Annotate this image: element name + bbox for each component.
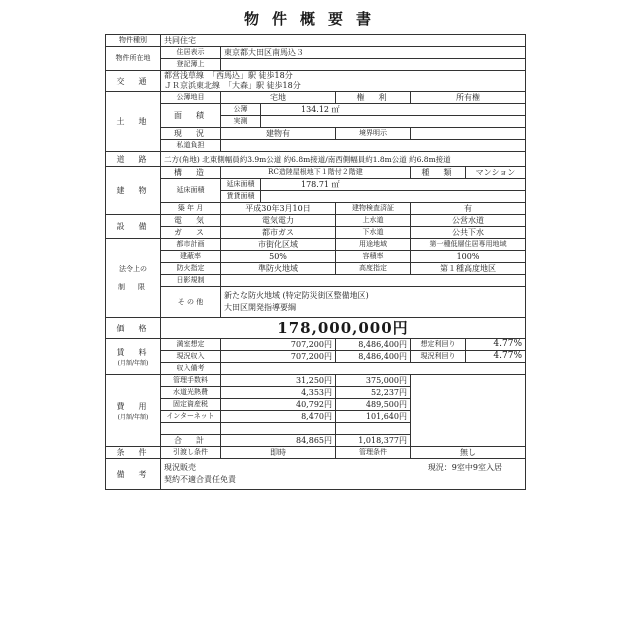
private-road-value <box>221 140 526 152</box>
remarks-label: 備 考 <box>106 459 161 490</box>
land-status-value: 建物有 <box>221 128 336 140</box>
remarks-line-1 <box>164 462 522 474</box>
expected-yield-value: 4.77% <box>466 339 526 351</box>
remarks-line-2: 契約不適合責任免責 <box>164 475 236 484</box>
location-label: 物件所在地 <box>106 47 161 71</box>
shade-regulation-value <box>221 275 526 287</box>
electric-value: 電気電力 <box>221 215 336 227</box>
water-label: 上水道 <box>336 215 411 227</box>
coverage-label: 建蔽率 <box>161 251 221 263</box>
zoning-value: 第一種低層住居専用地域 <box>411 239 526 251</box>
rental-area-label: 賃貸面積 <box>221 191 261 203</box>
floor-area-sub-label: 延床面積 <box>221 179 261 191</box>
income-label <box>106 339 161 375</box>
transport-line-1: 都営浅草線 「西馬込」駅 徒歩18分 <box>164 71 293 80</box>
income-label-text: 賃 料 <box>116 347 150 357</box>
fire-zone-label: 防火指定 <box>161 263 221 275</box>
inspection-label: 建物検査済証 <box>336 203 411 215</box>
legal-other-line-2: 大田区開発指導要綱 <box>224 303 296 312</box>
private-road-label: 私道負担 <box>161 140 221 152</box>
expenses-label-text: 費 用 <box>116 401 150 411</box>
full-occupancy-month: 707,200円 <box>221 339 336 351</box>
remarks-line-1-right: 現況：9室中9室入居 <box>427 463 502 472</box>
expense-row-month: 4,353円 <box>221 387 336 399</box>
expense-row-label: インターネット <box>161 411 221 423</box>
land-right-label: 権 利 <box>336 92 411 104</box>
expense-row-label: 固定資産税 <box>161 399 221 411</box>
expense-row-month: 31,250円 <box>221 375 336 387</box>
management-label: 管理条件 <box>336 447 411 459</box>
expense-total-label: 合 計 <box>161 435 221 447</box>
full-occupancy-label: 満室想定 <box>161 339 221 351</box>
current-yield-value: 4.77% <box>466 351 526 363</box>
expected-yield-label: 想定利回り <box>411 339 466 351</box>
legal-other-line-1: 新たな防火地域 (特定防災街区整備地区) <box>224 291 369 300</box>
legal-label-line-2: 制 限 <box>118 283 148 291</box>
property-type-value: 共同住宅 <box>161 35 526 47</box>
city-plan-value: 市街化区域 <box>221 239 336 251</box>
gas-value: 都市ガス <box>221 227 336 239</box>
floor-area-label: 延床面積 <box>161 179 221 203</box>
delivery-value: 即時 <box>221 447 336 459</box>
property-type-label: 物件種別 <box>106 35 161 47</box>
boundary-value <box>411 128 526 140</box>
zoning-label: 用途地域 <box>336 239 411 251</box>
conditions-label: 条 件 <box>106 447 161 459</box>
fire-zone-value: 準防火地域 <box>221 263 336 275</box>
expenses-unit: (月額/年額) <box>117 413 149 421</box>
building-kind-label: 種 類 <box>411 167 466 179</box>
road-value: 二方(角地) 北東側幅員約3.9m公道 約6.8m接道/南西側幅員約1.8m公道 約6.8m接道 <box>161 152 526 167</box>
current-yield-label: 現況利回り <box>411 351 466 363</box>
land-category-label: 公簿地目 <box>161 92 221 104</box>
expense-total-year: 1,018,377円 <box>336 435 411 447</box>
expense-empty-cell <box>336 423 411 435</box>
expense-row-year: 101,640円 <box>336 411 411 423</box>
land-area-label: 面 積 <box>161 104 221 128</box>
far-value: 100% <box>411 251 526 263</box>
current-income-label: 現況収入 <box>161 351 221 363</box>
expense-row-year: 52,237円 <box>336 387 411 399</box>
price-label: 価 格 <box>106 318 161 339</box>
page-title: 物件概要書 <box>243 10 384 28</box>
address-label: 住居表示 <box>161 47 221 59</box>
land-category-value: 宅地 <box>221 92 336 104</box>
coverage-value: 50% <box>221 251 336 263</box>
registry-value <box>221 59 526 71</box>
property-summary-table <box>105 34 526 490</box>
expense-row-month: 40,792円 <box>221 399 336 411</box>
current-income-year: 8,486,400円 <box>336 351 411 363</box>
expense-row-year: 375,000円 <box>336 375 411 387</box>
far-label: 容積率 <box>336 251 411 263</box>
transport-lines <box>161 71 526 92</box>
delivery-label: 引渡し条件 <box>161 447 221 459</box>
address-value: 東京都大田区南馬込３ <box>221 47 526 59</box>
expenses-blank-area <box>411 375 526 447</box>
road-label: 道 路 <box>106 152 161 167</box>
current-income-month: 707,200円 <box>221 351 336 363</box>
structure-value: RC造陸屋根地下１階付２階建 <box>221 167 411 179</box>
built-date-label: 築 年 月 <box>161 203 221 215</box>
electric-label: 電 気 <box>161 215 221 227</box>
legal-other-value <box>221 287 526 318</box>
facilities-label: 設 備 <box>106 215 161 239</box>
expense-empty-cell <box>161 423 221 435</box>
transport-line-2: ＪＲ京浜東北線 「大森」駅 徒歩18分 <box>164 81 301 90</box>
structure-label: 構 造 <box>161 167 221 179</box>
city-plan-label: 都市計画 <box>161 239 221 251</box>
building-kind-value: マンション <box>466 167 526 179</box>
price-value: 178,000,000円 <box>161 318 526 339</box>
legal-label-line-1: 法令上の <box>119 265 147 273</box>
full-occupancy-year: 8,486,400円 <box>336 339 411 351</box>
expense-row-label: 管理手数料 <box>161 375 221 387</box>
legal-label <box>106 239 161 318</box>
sewer-label: 下水道 <box>336 227 411 239</box>
built-date-value: 平成30年3月10日 <box>221 203 336 215</box>
rental-area-value <box>261 191 526 203</box>
expense-row-year: 489,500円 <box>336 399 411 411</box>
management-value: 無し <box>411 447 526 459</box>
expenses-label <box>106 375 161 447</box>
kobo-area-label: 公簿 <box>221 104 261 116</box>
income-unit: (月額/年額) <box>117 359 149 367</box>
gas-label: ガ ス <box>161 227 221 239</box>
expense-row-label: 水道光熱費 <box>161 387 221 399</box>
expense-empty-cell <box>221 423 336 435</box>
sewer-value: 公共下水 <box>411 227 526 239</box>
income-note-value <box>221 363 526 375</box>
registry-label: 登記簿上 <box>161 59 221 71</box>
water-value: 公営水道 <box>411 215 526 227</box>
jissoku-area-label: 実測 <box>221 116 261 128</box>
land-status-label: 現 況 <box>161 128 221 140</box>
inspection-value: 有 <box>411 203 526 215</box>
height-zone-label: 高度指定 <box>336 263 411 275</box>
land-right-value: 所有権 <box>411 92 526 104</box>
shade-regulation-label: 日影規制 <box>161 275 221 287</box>
legal-other-label: そ の 他 <box>161 287 221 318</box>
remarks-line-1-left: 現況販売 <box>164 463 196 472</box>
expense-row-month: 8,470円 <box>221 411 336 423</box>
expense-total-month: 84,865円 <box>221 435 336 447</box>
jissoku-area-value <box>261 116 526 128</box>
transport-label: 交 通 <box>106 71 161 92</box>
remarks-value <box>161 459 526 490</box>
land-label: 土 地 <box>106 92 161 152</box>
height-zone-value: 第１種高度地区 <box>411 263 526 275</box>
income-note-label: 収入備考 <box>161 363 221 375</box>
kobo-area-value: 134.12 ㎡ <box>261 104 526 116</box>
floor-area-value: 178.71 ㎡ <box>261 179 526 191</box>
building-label: 建 物 <box>106 167 161 215</box>
boundary-label: 境界明示 <box>336 128 411 140</box>
